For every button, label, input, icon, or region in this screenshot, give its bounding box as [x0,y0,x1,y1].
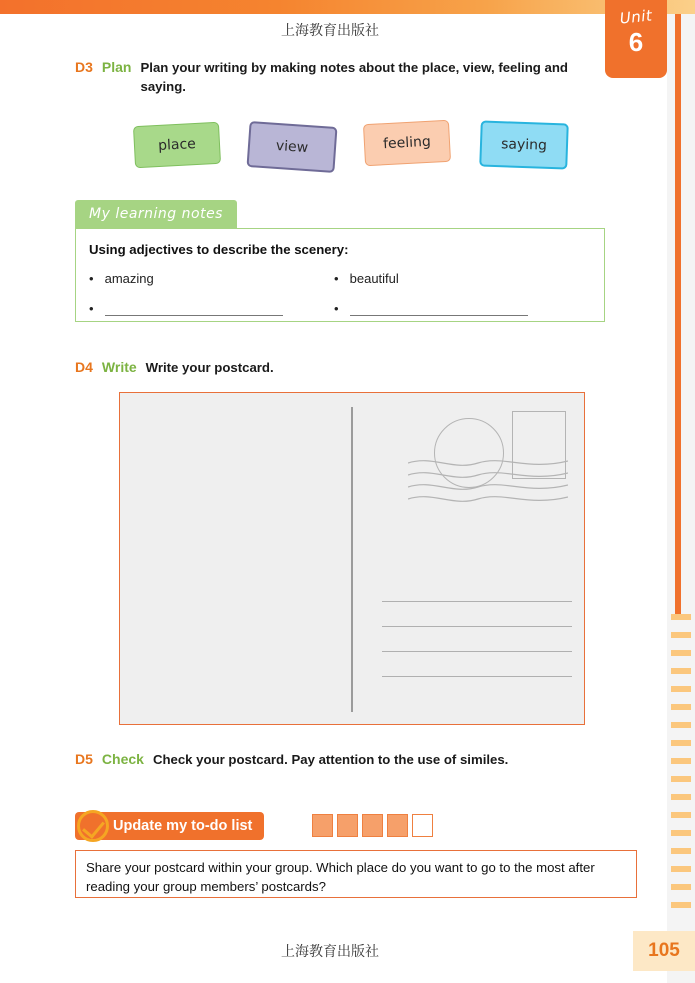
task-d3 [75,58,615,96]
page-right-stripe-group [667,614,695,924]
plan-word-bubbles [130,118,580,176]
note-item-2 [334,271,399,286]
unit-tab-number: 6 [628,27,644,57]
task-d4-code: D4 [75,359,93,375]
note-bullet: • [334,271,339,286]
task-d5-code: D5 [75,751,93,767]
postcard-wave-lines [408,455,568,507]
note-blank-line[interactable] [350,302,528,316]
reflection-question: Share your postcard within your group. Which place do you want to go to the most after reading your group members’ postcards? [75,850,637,898]
note-item-1 [89,271,154,286]
page-right-orange-stripe [675,14,681,614]
note-blank-line[interactable] [105,302,283,316]
todo-progress-boxes[interactable] [312,814,433,837]
task-d4-instruction: Write your postcard. [145,360,274,375]
postcard-address-lines[interactable] [382,601,572,697]
update-todo-label[interactable]: Update my to-do list [75,812,264,840]
publisher-footer: 上海教育出版社 [281,944,379,960]
publisher-header: 上海教育出版社 [281,23,379,39]
postcard-divider [351,407,353,712]
note-bullet: • [89,301,94,316]
note-item-4[interactable] [334,301,528,316]
task-d5-instruction: Check your postcard. Pay attention to the use of similes. [152,752,509,767]
task-d3-code: D3 [75,59,93,75]
task-d3-instruction: Plan your writing by making notes about the place, view, feeling and saying. [140,60,568,94]
task-d4 [75,358,615,377]
page-top-accent-bar [0,0,695,14]
postcard-writing-area[interactable] [119,392,585,725]
bubble-saying: saying [479,120,569,169]
note-bullet: • [334,301,339,316]
todo-box-3[interactable] [362,814,383,837]
learning-notes-body [75,228,605,322]
note-text: beautiful [349,271,399,286]
bubble-place: place [133,122,221,168]
todo-box-5[interactable] [412,814,433,837]
check-circle-icon [77,810,109,842]
note-item-3[interactable] [89,301,283,316]
update-todo-list-banner[interactable] [75,812,435,840]
task-d4-verb: Write [101,359,137,375]
note-text: amazing [104,271,154,286]
page-number: 105 [633,931,695,971]
note-bullet: • [89,271,94,286]
todo-box-2[interactable] [337,814,358,837]
bubble-view: view [247,121,338,173]
task-d5 [75,750,615,769]
task-d3-verb: Plan [101,59,132,75]
todo-box-4[interactable] [387,814,408,837]
learning-notes-heading: Using adjectives to describe the scenery: [89,242,349,257]
todo-box-1[interactable] [312,814,333,837]
task-d5-verb: Check [101,751,144,767]
unit-tab-label: Unit [618,6,654,28]
bubble-feeling: feeling [363,120,451,166]
learning-notes-tab-title: My learning notes [75,200,237,228]
